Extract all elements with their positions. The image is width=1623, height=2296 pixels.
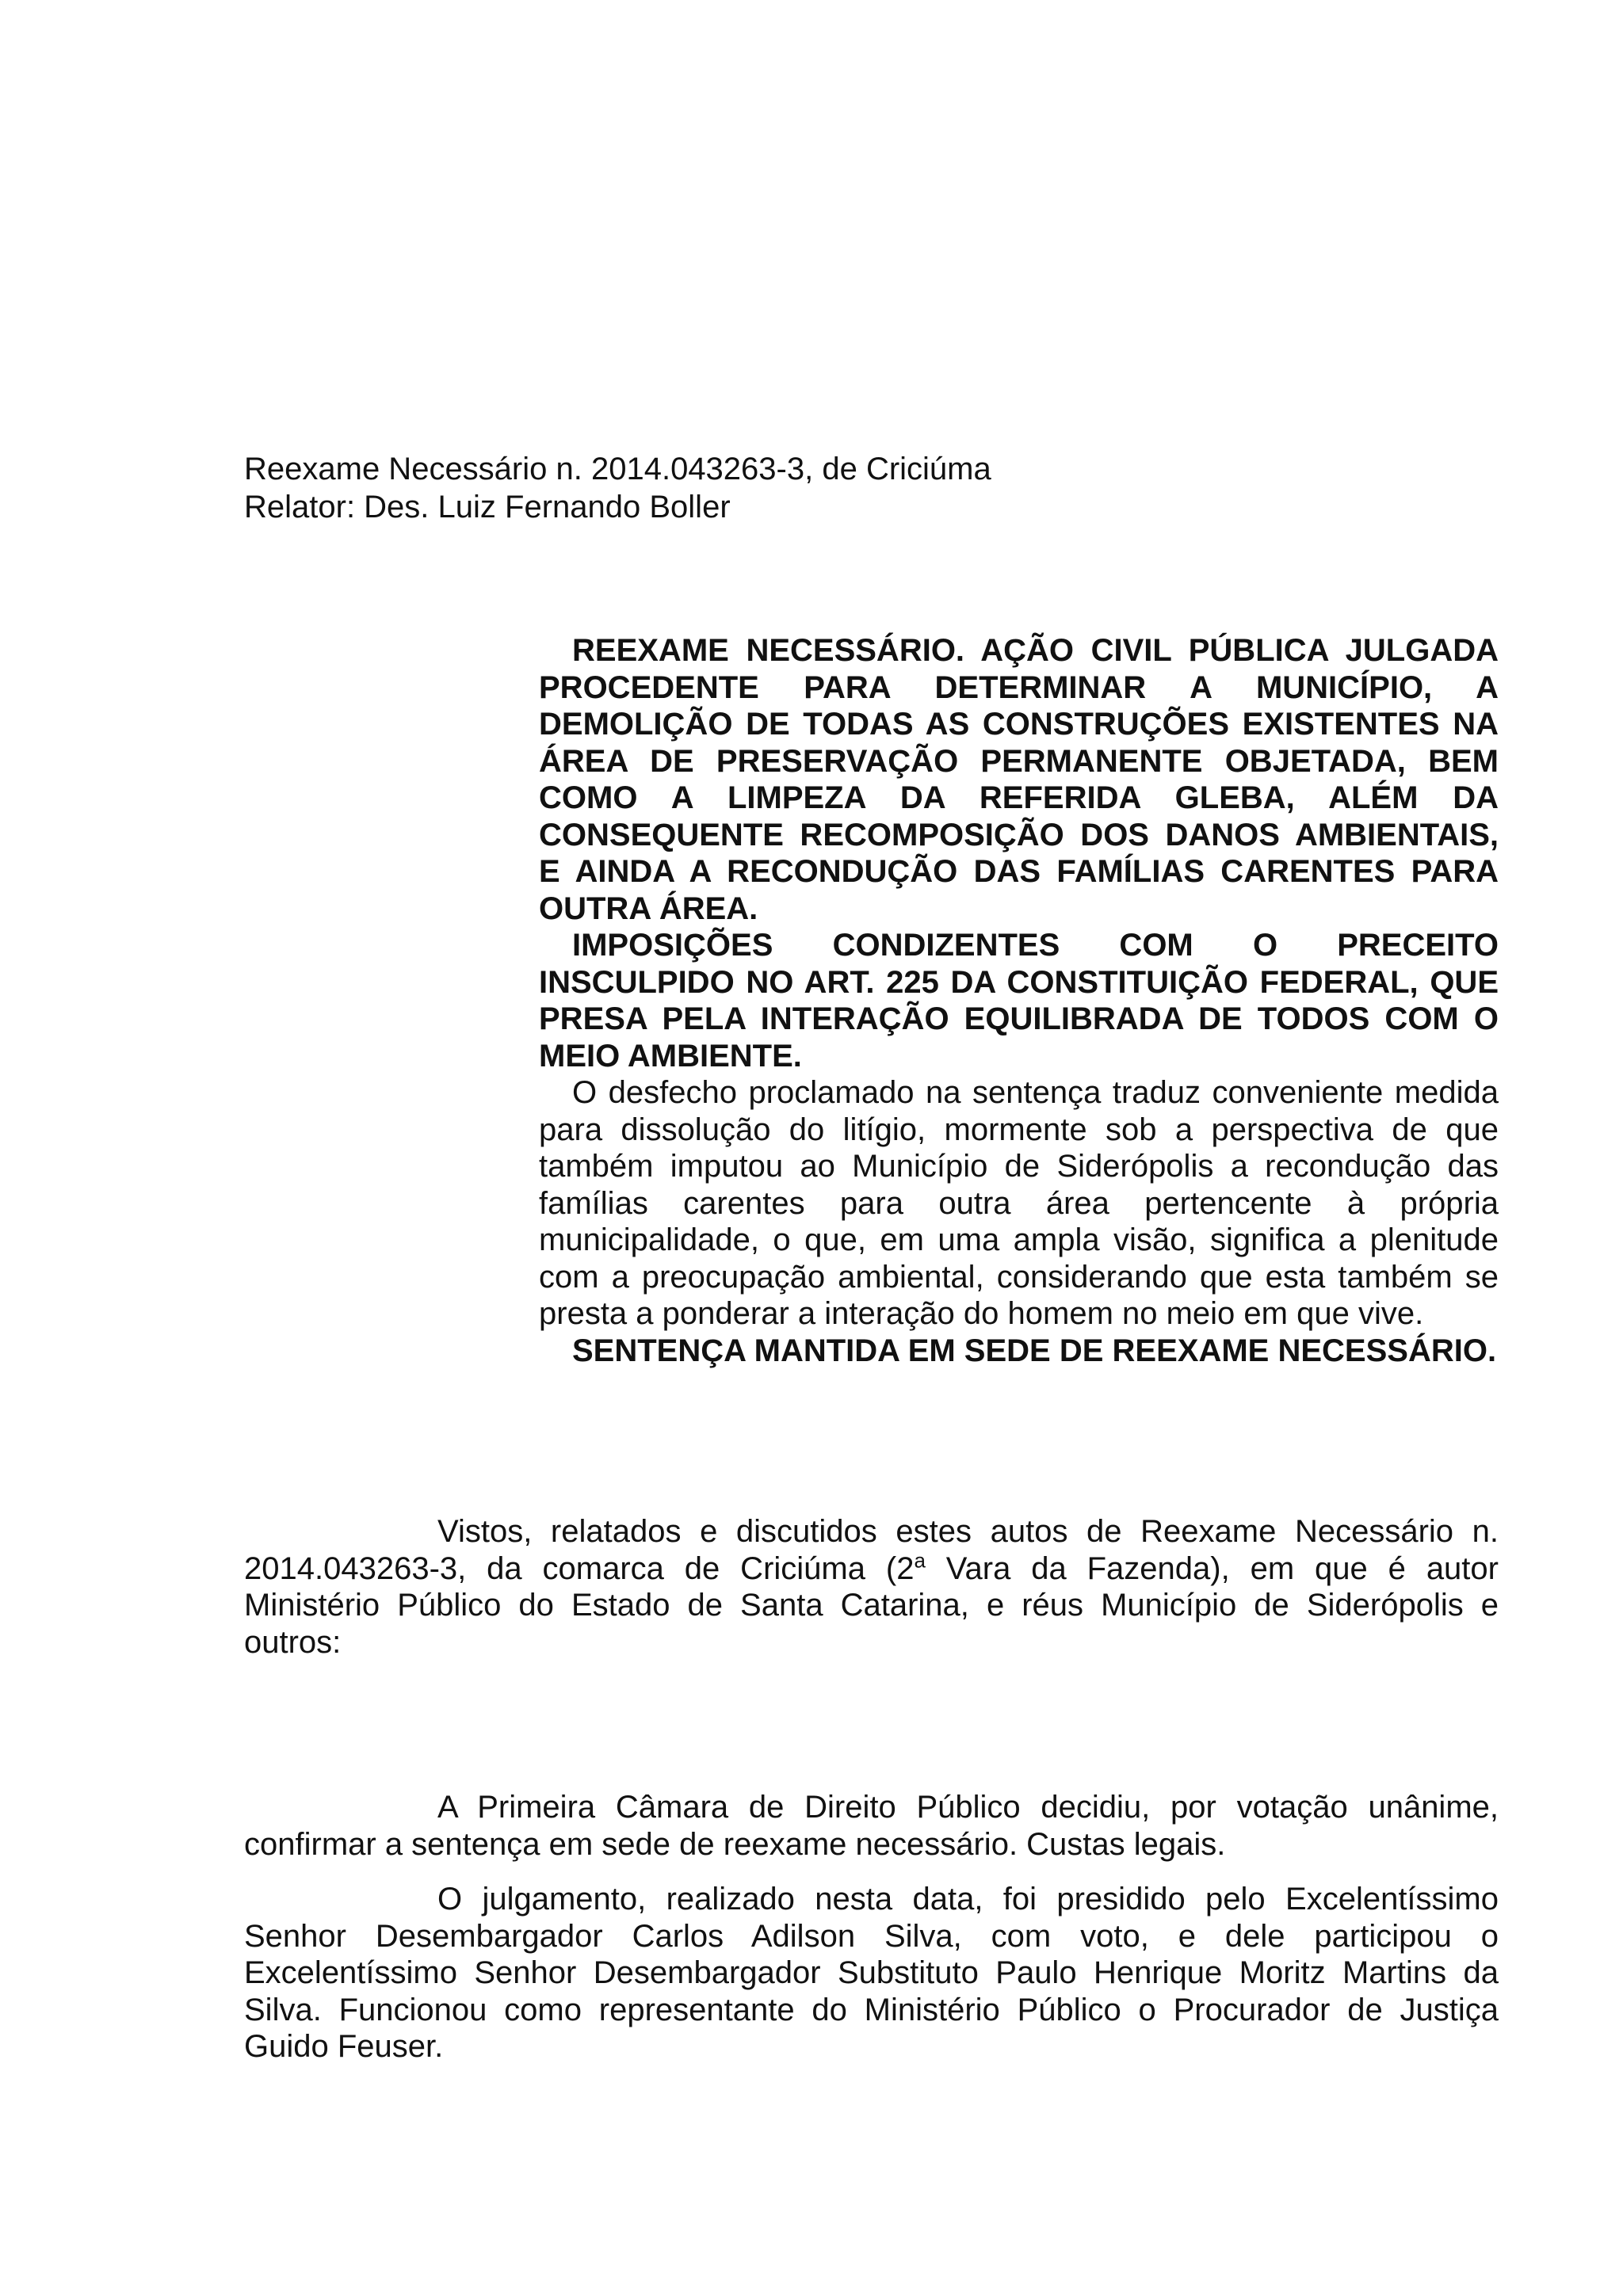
vistos-section	[244, 1513, 1499, 1661]
decision-section	[244, 1789, 1499, 2065]
vistos-text-part-2: Vara da Fazenda), em que é autor Ministério Público do Estado de Santa Catarina, e réus Município de Siderópolis e outros:	[244, 1550, 1499, 1660]
ementa-paragraph-2: IMPOSIÇÕES CONDIZENTES COM O PRECEITO INSCULPIDO NO ART. 225 DA CONSTITUIÇÃO FEDERAL, QUE PRESA PELA INTERAÇÃO EQUILIBRADA DE TODOS COM O MEIO AMBIENTE.	[539, 928, 1499, 1074]
rapporteur-line: Relator: Des. Luiz Fernando Boller	[244, 490, 731, 524]
vistos-text-part-1: Vistos, relatados e discutidos estes autos de Reexame Necessário n. 2014.043263-3, da comarca de Criciúma (2	[244, 1514, 1499, 1586]
ementa-paragraph-1: REEXAME NECESSÁRIO. AÇÃO CIVIL PÚBLICA JULGADA PROCEDENTE PARA DETERMINAR A MUNICÍPIO, A DEMOLIÇÃO DE TODAS AS CONSTRUÇÕES EXISTENTES NA ÁREA DE PRESERVAÇÃO PERMANENTE OBJETADA, BEM COMO A LIMPEZA DA REFERIDA GLEBA, ALÉM DA CONSEQUENTE RECOMPOSIÇÃO DOS DANOS AMBIENTAIS, E AINDA A RECONDUÇÃO DAS FAMÍLIAS CARENTES PARA OUTRA ÁREA.	[539, 633, 1499, 926]
case-number-line: Reexame Necessário n. 2014.043263-3, de Criciúma	[244, 452, 991, 486]
ementa-block	[539, 632, 1499, 1369]
case-header	[244, 450, 991, 526]
vistos-paragraph	[244, 1513, 1499, 1661]
decision-paragraph: A Primeira Câmara de Direito Público decidiu, por votação unânime, confirmar a sentença em sede de reexame necessário. Custas legais.	[244, 1790, 1499, 1862]
vistos-ordinal-sup: a	[914, 1548, 926, 1573]
ementa-paragraph-3: O desfecho proclamado na sentença traduz conveniente medida para dissolução do litígio, mormente sob a perspectiva de que também imputou ao Município de Siderópolis a recondução das famílias carentes para outra área pertencente à própria municipalidade, o que, em uma ampla visão, significa a plenitude com a preocupação ambiental, considerando que esta também se presta a ponderar a interação do homem no meio em que vive.	[539, 1075, 1499, 1331]
ementa-paragraph-4: SENTENÇA MANTIDA EM SEDE DE REEXAME NECESSÁRIO.	[572, 1333, 1497, 1368]
judgment-paragraph: O julgamento, realizado nesta data, foi presidido pelo Excelentíssimo Senhor Desembargador Carlos Adilson Silva, com voto, e dele participou o Excelentíssimo Senhor Desembargador Substituto Paulo Henrique Moritz Martins da Silva. Funcionou como representante do Ministério Público o Procurador de Justiça Guido Feuser.	[244, 1882, 1499, 2064]
